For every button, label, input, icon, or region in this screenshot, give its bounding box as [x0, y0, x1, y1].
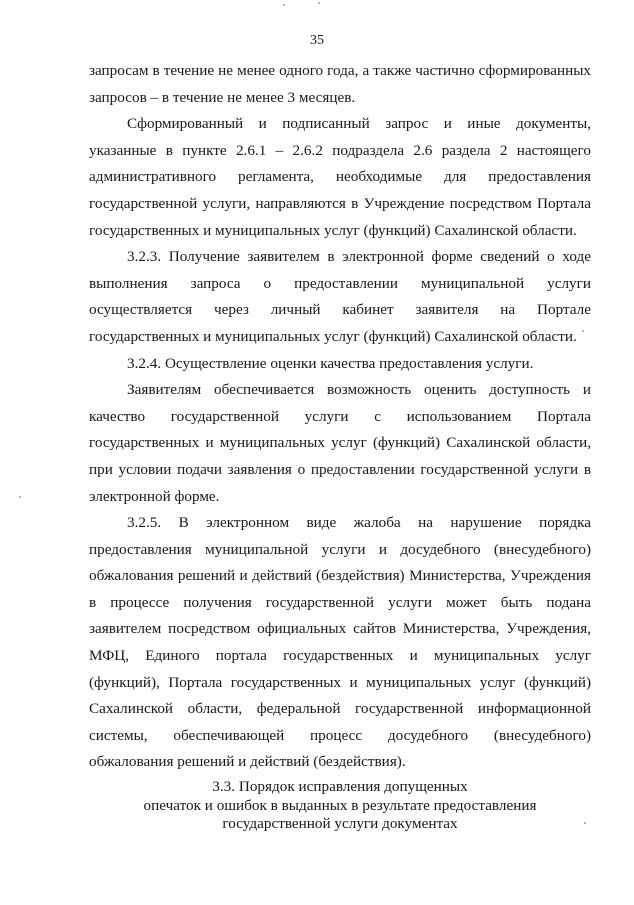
section-heading-line-1: 3.3. Порядок исправления допущенных [212, 778, 468, 795]
body-text [89, 58, 591, 776]
page-number: 35 [310, 33, 324, 48]
paragraph-quality-assessment: Заявителям обеспечивается возможность оценить доступность и качество государственной услуги с использованием Портала государственных и муниципальных услуг (функций) Сахалинской области, при условии подачи заявления о предоставлении государственной услуги в электронной форме. [89, 381, 591, 505]
paragraph-3-2-4: 3.2.4. Осуществление оценки качества предоставления услуги. [127, 354, 534, 372]
scan-speck [19, 496, 21, 498]
section-heading-line-2: опечаток и ошибок в выданных в результате предоставления [143, 796, 537, 814]
scan-speck [582, 330, 584, 332]
paragraph-continuation: запросам в течение не менее одного года, а также частично сформированных запросов – в течение не менее 3 месяцев. [89, 62, 591, 106]
section-heading [89, 778, 591, 834]
paragraph-3-2-5: 3.2.5. В электронном виде жалоба на нарушение порядка предоставления муниципальной услуги и досудебного (внесудебного) обжалования решений и действий (бездействия) Министерства, Учреждения в процессе получения государственной услуги может быть подана заявителем посредством официальных сайтов Министерства, Учреждения, МФЦ, Единого портала государственных и муниципальных услуг (функций), Портала государственных и муниципальных услуг (функций) Сахалинской области, федеральной государственной информационной системы, обеспечивающей процесс досудебного (внесудебного) обжалования решений и действий (бездействия). [89, 514, 591, 771]
scan-speck [584, 822, 586, 824]
paragraph-3-2-3: 3.2.3. Получение заявителем в электронной форме сведений о ходе выполнения запроса о предоставлении муниципальной услуги осуществляется через личный кабинет заявителя на Портале государственных и муниципальных услуг (функций) Сахалинской области. [89, 248, 591, 345]
paragraph-formed-request: Сформированный и подписанный запрос и иные документы, указанные в пункте 2.6.1 – 2.6.2 подраздела 2.6 раздела 2 настоящего административного регламента, необходимые для предоставления государственной услуги, направляются в Учреждение посредством Портала государственных и муниципальных услуг (функций) Сахалинской области. [89, 115, 591, 239]
scan-speck [318, 2, 320, 4]
section-heading-line-3: государственной услуги документах [222, 815, 458, 832]
scan-speck [283, 4, 285, 6]
